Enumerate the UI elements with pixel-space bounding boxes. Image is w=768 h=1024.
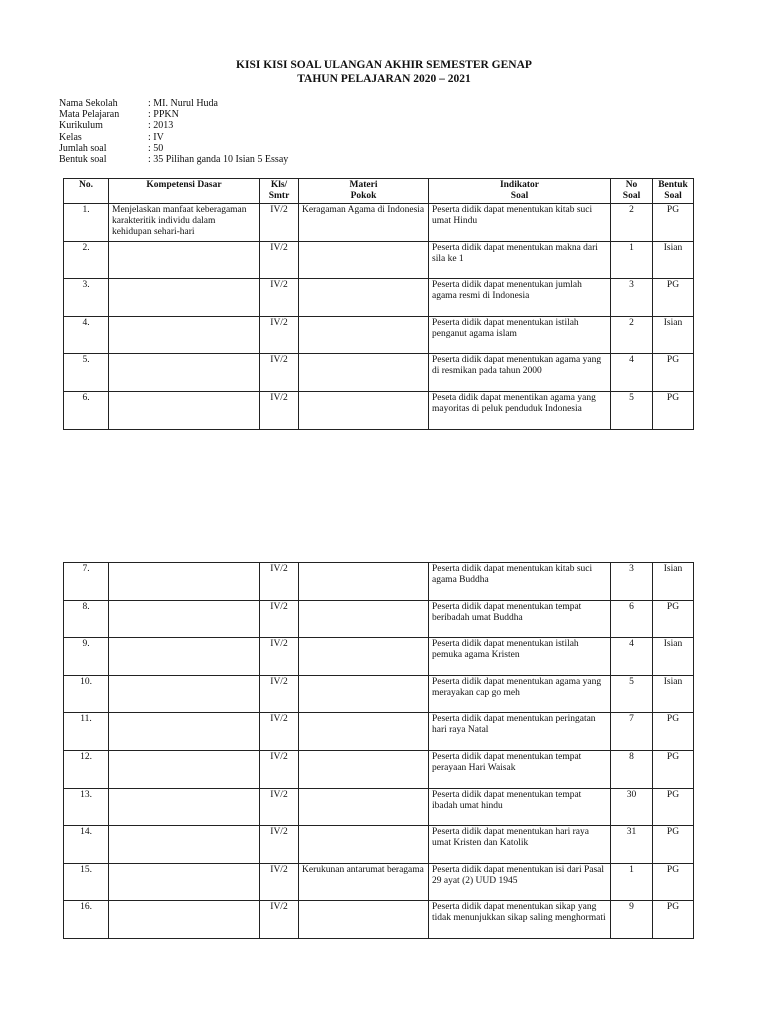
header-text: Bentuk (658, 180, 688, 190)
cell-kelas-semester: IV/2 (260, 241, 299, 279)
table-row (64, 600, 694, 638)
table-row (64, 391, 694, 429)
table-row (64, 826, 694, 864)
table-row (64, 675, 694, 713)
cell-bentuk-soal: PG (653, 750, 694, 788)
header-text: Materi (349, 180, 378, 190)
table-row (64, 788, 694, 826)
cell-materi-pokok (299, 563, 429, 601)
document-title: KISI KISI SOAL ULANGAN AKHIR SEMESTER GENAP (236, 59, 532, 71)
cell-no-soal: 4 (611, 354, 653, 392)
cell-no: 6. (64, 391, 109, 429)
question-grid-table (63, 178, 694, 430)
info-row-subject (59, 109, 288, 120)
cell-materi-pokok (299, 600, 429, 638)
info-value: : PPKN (148, 109, 179, 121)
cell-indikator-soal: Peserta didik dapat menentukan jumlah agama resmi di Indonesia (429, 279, 611, 317)
cell-materi-pokok (299, 750, 429, 788)
cell-kompetensi-dasar (109, 713, 260, 751)
cell-no: 2. (64, 241, 109, 279)
cell-kelas-semester: IV/2 (260, 600, 299, 638)
cell-no-soal: 8 (611, 750, 653, 788)
info-value: : 2013 (148, 120, 174, 132)
info-value: : IV (148, 131, 164, 143)
document-subtitle: TAHUN PELAJARAN 2020 – 2021 (297, 73, 471, 85)
cell-kelas-semester: IV/2 (260, 675, 299, 713)
cell-kompetensi-dasar (109, 638, 260, 676)
table-row (64, 563, 694, 601)
cell-bentuk-soal: PG (653, 713, 694, 751)
cell-no: 14. (64, 826, 109, 864)
table-header-row (64, 179, 694, 204)
table-row (64, 901, 694, 939)
cell-no-soal: 30 (611, 788, 653, 826)
cell-kompetensi-dasar (109, 354, 260, 392)
cell-no: 1. (64, 204, 109, 242)
cell-indikator-soal: Peserta didik dapat menentukan peringatan hari raya Natal (429, 713, 611, 751)
header-indikator-soal (429, 179, 611, 204)
cell-indikator-soal: Peserta didik dapat menentukan makna dari sila ke 1 (429, 241, 611, 279)
cell-bentuk-soal: Isian (653, 675, 694, 713)
cell-bentuk-soal: Isian (653, 241, 694, 279)
cell-kompetensi-dasar (109, 563, 260, 601)
cell-indikator-soal: Peserta didik dapat menentukan kitab suci agama Buddha (429, 563, 611, 601)
cell-kompetensi-dasar (109, 788, 260, 826)
cell-kelas-semester: IV/2 (260, 354, 299, 392)
cell-indikator-soal: Peserta didik dapat menentukan agama yang di resmikan pada tahun 2000 (429, 354, 611, 392)
cell-kompetensi-dasar: Menjelaskan manfaat keberagaman karakteritik individu dalam kehidupan sehari-hari (109, 204, 260, 242)
cell-no-soal: 3 (611, 279, 653, 317)
header-text: Kls/ (270, 180, 288, 190)
cell-indikator-soal: Peserta didik dapat menentukan tempat perayaan Hari Waisak (429, 750, 611, 788)
cell-kelas-semester: IV/2 (260, 788, 299, 826)
cell-materi-pokok (299, 675, 429, 713)
cell-materi-pokok (299, 279, 429, 317)
info-label: Mata Pelajaran (59, 109, 120, 121)
cell-materi-pokok (299, 316, 429, 354)
cell-bentuk-soal: PG (653, 391, 694, 429)
table-body-page-2 (64, 563, 694, 939)
cell-no: 16. (64, 901, 109, 939)
header-no: No. (64, 179, 109, 204)
cell-no: 13. (64, 788, 109, 826)
cell-bentuk-soal: Isian (653, 316, 694, 354)
table-row (64, 316, 694, 354)
header-no-soal (611, 179, 653, 204)
info-label: Kelas (59, 131, 82, 143)
info-row-curriculum (59, 120, 288, 131)
cell-materi-pokok (299, 901, 429, 939)
cell-kelas-semester: IV/2 (260, 713, 299, 751)
header-materi-pokok (299, 179, 429, 204)
cell-kelas-semester: IV/2 (260, 563, 299, 601)
cell-materi-pokok (299, 713, 429, 751)
cell-no: 10. (64, 675, 109, 713)
cell-bentuk-soal: PG (653, 826, 694, 864)
info-label: Jumlah soal (59, 142, 107, 154)
cell-kompetensi-dasar (109, 600, 260, 638)
cell-materi-pokok (299, 241, 429, 279)
header-kelas-semester (260, 179, 299, 204)
cell-kelas-semester: IV/2 (260, 204, 299, 242)
cell-bentuk-soal: PG (653, 901, 694, 939)
cell-no-soal: 5 (611, 391, 653, 429)
table-row (64, 241, 694, 279)
info-value: : 50 (148, 142, 164, 154)
cell-no: 15. (64, 863, 109, 901)
cell-kelas-semester: IV/2 (260, 279, 299, 317)
cell-kompetensi-dasar (109, 750, 260, 788)
cell-bentuk-soal: PG (653, 863, 694, 901)
cell-bentuk-soal: PG (653, 600, 694, 638)
cell-no-soal: 4 (611, 638, 653, 676)
cell-indikator-soal: Peserta didik dapat menentukan sikap yang tidak menunjukkan sikap saling menghormati (429, 901, 611, 939)
cell-indikator-soal: Peserta didik dapat menentukan isi dari Pasal 29 ayat (2) UUD 1945 (429, 863, 611, 901)
cell-materi-pokok (299, 391, 429, 429)
cell-kompetensi-dasar (109, 901, 260, 939)
info-label: Bentuk soal (59, 154, 107, 166)
cell-no-soal: 1 (611, 241, 653, 279)
cell-kelas-semester: IV/2 (260, 826, 299, 864)
cell-kompetensi-dasar (109, 241, 260, 279)
cell-bentuk-soal: PG (653, 279, 694, 317)
info-value: : MI. Nurul Huda (148, 98, 218, 109)
header-kompetensi-dasar: Kompetensi Dasar (109, 179, 260, 204)
header-text: Soal (664, 191, 682, 201)
cell-no: 11. (64, 713, 109, 751)
cell-no: 3. (64, 279, 109, 317)
info-row-school (59, 98, 288, 109)
cell-no: 9. (64, 638, 109, 676)
cell-kelas-semester: IV/2 (260, 391, 299, 429)
cell-no-soal: 1 (611, 863, 653, 901)
cell-indikator-soal: Peserta didik dapat menentukan istilah pemuka agama Kristen (429, 638, 611, 676)
info-label: Kurikulum (59, 120, 103, 132)
cell-no: 7. (64, 563, 109, 601)
cell-no-soal: 5 (611, 675, 653, 713)
cell-bentuk-soal: Isian (653, 563, 694, 601)
table-row (64, 354, 694, 392)
cell-no: 5. (64, 354, 109, 392)
cell-no-soal: 9 (611, 901, 653, 939)
cell-kompetensi-dasar (109, 391, 260, 429)
cell-indikator-soal: Peserta didik dapat menentukan tempat beribadah umat Buddha (429, 600, 611, 638)
cell-no-soal: 2 (611, 316, 653, 354)
table-body-page-1 (64, 204, 694, 430)
cell-materi-pokok: Kerukunan antarumat beragama (299, 863, 429, 901)
cell-materi-pokok (299, 826, 429, 864)
cell-bentuk-soal: PG (653, 788, 694, 826)
cell-no: 8. (64, 600, 109, 638)
table-row (64, 863, 694, 901)
cell-kompetensi-dasar (109, 826, 260, 864)
cell-no: 12. (64, 750, 109, 788)
cell-indikator-soal: Peserta didik dapat menentukan kitab suci umat Hindu (429, 204, 611, 242)
cell-bentuk-soal: Isian (653, 638, 694, 676)
header-text: Soal (622, 191, 641, 201)
info-value: : 35 Pilihan ganda 10 Isian 5 Essay (148, 154, 289, 166)
info-row-question-count (59, 143, 288, 154)
table-row (64, 279, 694, 317)
header-text: Soal (510, 191, 529, 201)
cell-materi-pokok (299, 788, 429, 826)
cell-materi-pokok (299, 638, 429, 676)
header-bentuk-soal (653, 179, 694, 204)
cell-kompetensi-dasar (109, 863, 260, 901)
cell-indikator-soal: Peseta didik dapat menentikan agama yang mayoritas di peluk penduduk Indonesia (429, 391, 611, 429)
cell-kelas-semester: IV/2 (260, 316, 299, 354)
cell-kelas-semester: IV/2 (260, 863, 299, 901)
info-row-class (59, 132, 288, 143)
cell-no-soal: 2 (611, 204, 653, 242)
table-row (64, 750, 694, 788)
cell-materi-pokok: Keragaman Agama di Indonesia (299, 204, 429, 242)
info-row-question-type (59, 154, 288, 165)
cell-indikator-soal: Peserta didik dapat menentukan istilah penganut agama islam (429, 316, 611, 354)
header-text: Pokok (350, 191, 377, 201)
cell-kelas-semester: IV/2 (260, 901, 299, 939)
cell-kelas-semester: IV/2 (260, 750, 299, 788)
question-grid-table-continued (63, 562, 694, 939)
school-info (59, 98, 288, 165)
cell-bentuk-soal: PG (653, 204, 694, 242)
cell-no-soal: 6 (611, 600, 653, 638)
cell-bentuk-soal: PG (653, 354, 694, 392)
cell-no-soal: 7 (611, 713, 653, 751)
cell-no: 4. (64, 316, 109, 354)
table-row (64, 638, 694, 676)
cell-materi-pokok (299, 354, 429, 392)
table-row (64, 713, 694, 751)
header-text: Smtr (268, 191, 290, 201)
header-text: Indikator (499, 180, 540, 190)
info-label: Nama Sekolah (59, 98, 118, 109)
cell-indikator-soal: Peserta didik dapat menentukan tempat ibadah umat hindu (429, 788, 611, 826)
cell-kompetensi-dasar (109, 675, 260, 713)
cell-indikator-soal: Peserta didik dapat menentukan agama yang merayakan cap go meh (429, 675, 611, 713)
cell-no-soal: 3 (611, 563, 653, 601)
cell-kompetensi-dasar (109, 316, 260, 354)
cell-no-soal: 31 (611, 826, 653, 864)
cell-kompetensi-dasar (109, 279, 260, 317)
header-text: No (625, 180, 638, 190)
cell-kelas-semester: IV/2 (260, 638, 299, 676)
cell-indikator-soal: Peserta didik dapat menentukan hari raya umat Kristen dan Katolik (429, 826, 611, 864)
table-row (64, 204, 694, 242)
